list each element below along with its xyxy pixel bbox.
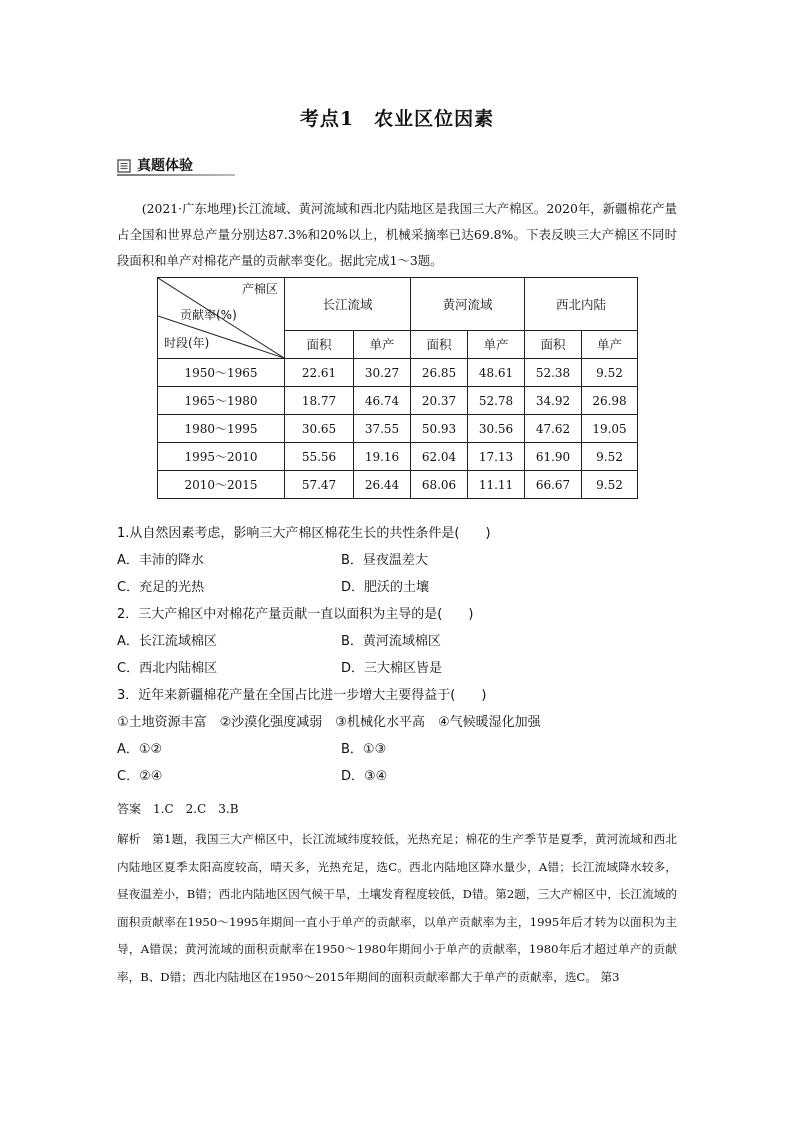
- sub-header: 单产: [354, 330, 411, 358]
- answer-section: [117, 796, 677, 991]
- question-stem: 1.从自然因素考虑，影响三大产棉区棉花生长的共性条件是( ): [117, 526, 491, 541]
- table-row: [158, 387, 638, 415]
- table-row: [158, 471, 638, 499]
- value-cell: 46.74: [354, 387, 411, 415]
- question-stem: 2．三大产棉区中对棉花产量贡献一直以面积为主导的是( ): [117, 607, 474, 622]
- option-row: [117, 763, 677, 790]
- intro-paragraph: [117, 196, 677, 274]
- value-cell: 52.38: [525, 359, 582, 387]
- answer-key: 答案 1.C 2.C 3.B: [117, 802, 239, 816]
- option-row: [117, 628, 677, 655]
- table-row: [158, 415, 638, 443]
- question-list: [117, 520, 677, 790]
- value-cell: 52.78: [468, 387, 525, 415]
- section-title: 真题体验: [137, 158, 193, 174]
- value-cell: 19.05: [582, 415, 638, 443]
- sub-header: 面积: [525, 330, 582, 358]
- value-cell: 26.98: [582, 387, 638, 415]
- option-b[interactable]: B．①③: [341, 742, 387, 757]
- value-cell: 47.62: [525, 415, 582, 443]
- value-cell: 19.16: [354, 443, 411, 471]
- value-cell: 30.56: [468, 415, 525, 443]
- section-header: [117, 154, 235, 176]
- value-cell: 48.61: [468, 359, 525, 387]
- value-cell: 26.85: [411, 359, 468, 387]
- value-cell: 37.55: [354, 415, 411, 443]
- analysis-text: 解析 第1题，我国三大产棉区中，长江流域纬度较低，光热充足；棉花的生产季节是夏季，黄河流域和西北内陆地区夏季太阳高度较高，晴天多，光热充足，选C。西北内陆地区降水量少，A错；长江流域降水较多，昼夜温差小，B错；西北内陆地区因气候干旱，土壤发育程度较低，D错。第2题，三大产棉区中，长江流域的面积贡献率在1950～1995年期间一直小于单产的贡献率，以单产贡献率为主，1995年后才转为以面积为主导，A错误；黄河流域的面积贡献率在1950～1980年期间小于单产的贡献率，1980年后才超过单产的贡献率，B、D错；西北内陆地区在1950～2015年期间的面积贡献率都大于单产的贡献率，选C。 第3: [117, 832, 677, 984]
- value-cell: 22.61: [285, 359, 354, 387]
- option-row: [117, 736, 677, 763]
- option-b[interactable]: B．黄河流域棉区: [341, 634, 441, 649]
- value-cell: 17.13: [468, 443, 525, 471]
- value-cell: 61.90: [525, 443, 582, 471]
- value-cell: 30.65: [285, 415, 354, 443]
- value-cell: 26.44: [354, 471, 411, 499]
- option-a[interactable]: A．长江流域棉区: [117, 634, 217, 649]
- option-c[interactable]: C．充足的光热: [117, 580, 205, 595]
- region-header: 长江流域: [285, 278, 411, 331]
- value-cell: 55.56: [285, 443, 354, 471]
- document-icon: [117, 158, 131, 172]
- option-d[interactable]: D．肥沃的土壤: [341, 580, 430, 595]
- sub-header: 面积: [285, 330, 354, 358]
- question-stem: 3．近年来新疆棉花产量在全国占比进一步增大主要得益于( ): [117, 688, 487, 703]
- option-d[interactable]: D．③④: [341, 769, 388, 784]
- value-cell: 18.77: [285, 387, 354, 415]
- value-cell: 34.92: [525, 387, 582, 415]
- page-title: 考点1 农业区位因素: [299, 108, 495, 130]
- table-row: [158, 359, 638, 387]
- intro-text: (2021·广东地理)长江流域、黄河流域和西北内陆地区是我国三大产棉区。2020年，新疆棉花产量占全国和世界总产量分别达87.3%和20%以上，机械采摘率已达69.8%。下表反映三大产棉区不同时段面积和单产对棉花产量的贡献率变化。据此完成1～3题。: [117, 201, 677, 268]
- sub-header: 面积: [411, 330, 468, 358]
- value-cell: 68.06: [411, 471, 468, 499]
- option-row: [117, 574, 677, 601]
- option-row: [117, 655, 677, 682]
- corner-period-label: 时段(年): [164, 336, 210, 350]
- option-c[interactable]: C．②④: [117, 769, 163, 784]
- value-cell: 57.47: [285, 471, 354, 499]
- corner-region-label: 产棉区: [241, 282, 278, 296]
- period-cell: 2010～2015: [158, 471, 285, 499]
- value-cell: 9.52: [582, 471, 638, 499]
- period-cell: 1995～2010: [158, 443, 285, 471]
- option-d[interactable]: D．三大棉区皆是: [341, 661, 443, 676]
- option-row: [117, 547, 677, 574]
- value-cell: 50.93: [411, 415, 468, 443]
- sub-header: 单产: [582, 330, 638, 358]
- value-cell: 66.67: [525, 471, 582, 499]
- contribution-table: [157, 277, 638, 499]
- option-c[interactable]: C．西北内陆棉区: [117, 661, 218, 676]
- region-header: 西北内陆: [525, 278, 638, 331]
- section-underline: [117, 174, 235, 176]
- option-a[interactable]: A．①②: [117, 742, 163, 757]
- table-corner-cell: [158, 278, 285, 359]
- period-cell: 1965～1980: [158, 387, 285, 415]
- value-cell: 62.04: [411, 443, 468, 471]
- period-cell: 1980～1995: [158, 415, 285, 443]
- corner-rate-label: 贡献率(%): [180, 308, 237, 322]
- question-statements: ①土地资源丰富 ②沙漠化强度减弱 ③机械化水平高 ④气候暖湿化加强: [117, 715, 541, 730]
- value-cell: 30.27: [354, 359, 411, 387]
- value-cell: 9.52: [582, 443, 638, 471]
- table-row: [158, 443, 638, 471]
- option-b[interactable]: B．昼夜温差大: [341, 553, 428, 568]
- value-cell: 11.11: [468, 471, 525, 499]
- region-header: 黄河流域: [411, 278, 525, 331]
- value-cell: 20.37: [411, 387, 468, 415]
- option-a[interactable]: A．丰沛的降水: [117, 553, 204, 568]
- period-cell: 1950～1965: [158, 359, 285, 387]
- sub-header: 单产: [468, 330, 525, 358]
- value-cell: 9.52: [582, 359, 638, 387]
